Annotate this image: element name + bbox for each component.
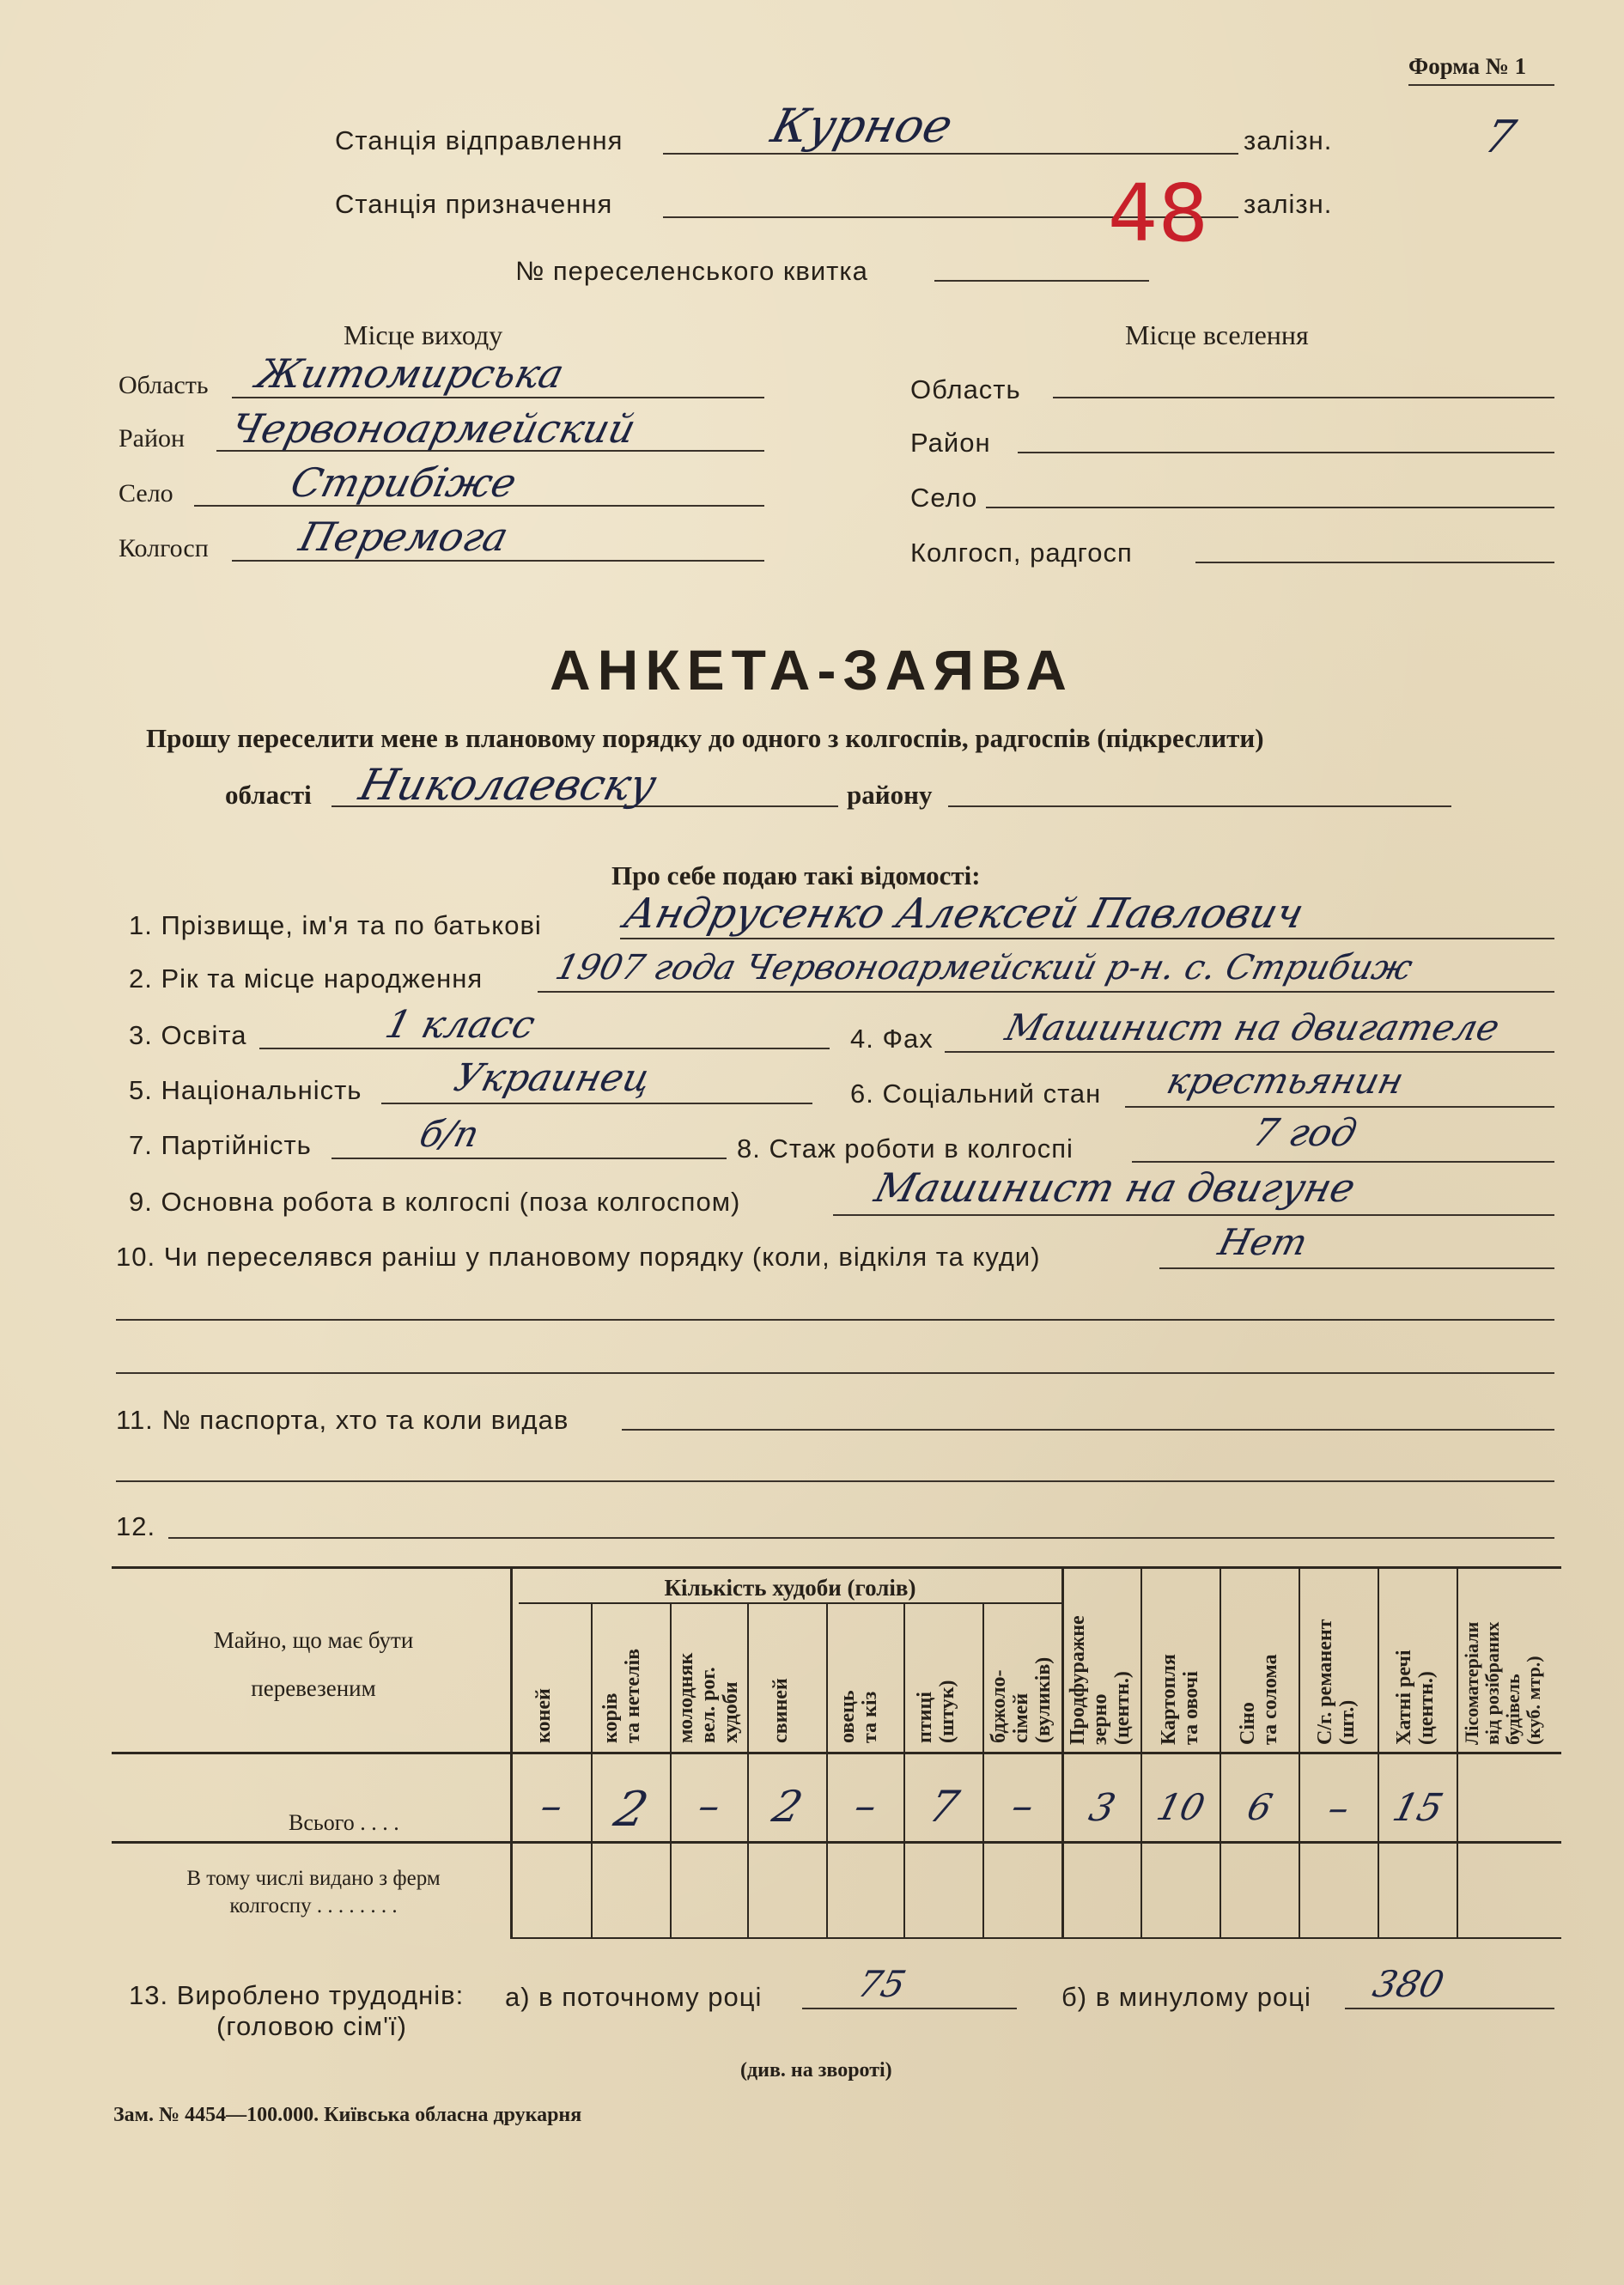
- col-header-pigs: свиней: [769, 1678, 792, 1743]
- col-header-cows: корів та нетелів: [599, 1648, 644, 1743]
- request-text: Прошу переселити мене в плановому порядку до одного з колгоспів, радгоспів (підкреслити): [146, 723, 1264, 753]
- col-line-8: [1140, 1566, 1142, 1939]
- origin-title: Місце виходу: [344, 319, 503, 350]
- origin-raion-label: Район: [119, 424, 186, 453]
- departure-station-value: Курное: [766, 99, 958, 153]
- field-12-line: [168, 1537, 1554, 1539]
- total-household: 15: [1388, 1786, 1448, 1830]
- field-4-line: [945, 1051, 1554, 1053]
- origin-kolhosp-label: Колгосп: [119, 534, 209, 562]
- col-line-12: [1457, 1566, 1458, 1939]
- destination-rail-label: залізн.: [1244, 189, 1333, 219]
- field-11-line-2: [116, 1480, 1554, 1482]
- field-3-line: [259, 1048, 830, 1049]
- destination-oblast-line: [1053, 397, 1554, 398]
- departure-station-line: [663, 153, 1238, 155]
- field-8-label: 8. Стаж роботи в колгоспі: [737, 1133, 1074, 1164]
- col-line-4: [826, 1602, 828, 1939]
- departure-station-label: Станція відправлення: [335, 125, 623, 155]
- col-line-5: [903, 1602, 905, 1939]
- field-8-line: [1132, 1161, 1554, 1163]
- field-2-value: 1907 года Червоноармейский р-н. с. Стрибиж: [551, 948, 1417, 988]
- col-header-sheep: овець та кіз: [836, 1690, 881, 1743]
- destination-selo-line: [986, 507, 1554, 508]
- col-header-grain: Продфуражне зерно (центн.): [1067, 1615, 1134, 1745]
- origin-oblast-value: Житомирська: [252, 350, 569, 397]
- request-raion-line: [948, 805, 1451, 807]
- field-10-line: [1159, 1267, 1554, 1269]
- origin-kolhosp-value: Перемога: [295, 514, 514, 560]
- col-header-household: Хатні речі (центн.): [1393, 1650, 1438, 1745]
- page-title: АНКЕТА-ЗАЯВА: [550, 638, 1074, 702]
- total-poultry: 7: [923, 1782, 964, 1832]
- table-left-header: Майно, що має бути перевезеним: [213, 1627, 414, 1701]
- destination-title: Місце вселення: [1125, 319, 1309, 350]
- field-1-value: Андрусенко Алексей Павлович: [619, 890, 1309, 938]
- origin-oblast-line: [232, 397, 764, 398]
- col-line-10: [1299, 1566, 1300, 1939]
- departure-rail-label: залізн.: [1244, 125, 1333, 155]
- total-potatoes: 10: [1153, 1786, 1209, 1828]
- destination-kolhosp-label: Колгосп, радгосп: [910, 538, 1133, 568]
- table-top-border: [112, 1566, 1561, 1569]
- current-year-line: [802, 2008, 1017, 2009]
- total-pigs: 2: [767, 1782, 808, 1832]
- field-3-label: 3. Освіта: [129, 1020, 247, 1050]
- col-line-3: [747, 1602, 749, 1939]
- destination-selo-label: Село: [910, 483, 978, 513]
- col-line-9: [1220, 1566, 1221, 1939]
- field-3-value: 1 класс: [380, 1003, 540, 1047]
- field-6-line: [1125, 1106, 1554, 1108]
- origin-kolhosp-line: [232, 560, 764, 562]
- field-5-label: 5. Національність: [129, 1075, 362, 1105]
- see-back-note: (див. на звороті): [740, 2059, 892, 2081]
- request-oblast-label: області: [225, 780, 312, 810]
- col-line-0: [510, 1566, 513, 1939]
- total-row-label: Всього . . . .: [289, 1810, 399, 1835]
- table-bottom-border: [511, 1937, 1561, 1939]
- form-number: Форма № 1: [1408, 53, 1527, 79]
- form-number-underline: [1408, 84, 1554, 86]
- workdays-label: 13. Вироблено трудоднів:: [129, 1980, 465, 2010]
- ticket-line: [934, 280, 1149, 282]
- field-5-value: Украинец: [449, 1056, 655, 1100]
- col-line-11: [1378, 1566, 1379, 1939]
- request-oblast-value: Николаевску: [354, 760, 662, 810]
- field-4-value: Машинист на двигателе: [1001, 1006, 1505, 1048]
- field-1-label: 1. Прізвище, ім'я та по батькові: [129, 910, 542, 940]
- field-7-label: 7. Партійність: [129, 1130, 312, 1160]
- request-raion-label: району: [847, 780, 933, 810]
- field-10-label: 10. Чи переселявся раніш у плановому порядку (коли, відкіля та куди): [116, 1242, 1041, 1272]
- col-header-young-cattle: молодняк вел. рог. худоби: [675, 1652, 742, 1743]
- origin-raion-value: Червоноармейский: [226, 405, 641, 452]
- farm-row-label: В тому числі видано з ферм колгоспу . . . . . . . .: [186, 1867, 441, 1917]
- field-6-value: крестьянин: [1162, 1060, 1408, 1102]
- field-4-label: 4. Фах: [850, 1024, 934, 1054]
- workdays-sub-label: (головою сім'ї): [216, 2011, 407, 2041]
- origin-selo-label: Село: [119, 479, 173, 507]
- destination-kolhosp-line: [1195, 562, 1554, 563]
- col-header-hay: Сіно та солома: [1237, 1654, 1281, 1745]
- col-line-2: [670, 1602, 672, 1939]
- total-bees: –: [1007, 1782, 1039, 1830]
- col-header-bees: бджоло- сімей (вуликів): [988, 1656, 1055, 1743]
- header-bottom-border: [112, 1752, 1561, 1754]
- destination-station-value: 48: [1108, 167, 1209, 259]
- field-11-line: [622, 1429, 1554, 1431]
- total-row-border: [112, 1841, 1561, 1844]
- field-1-line: [620, 938, 1554, 939]
- col-header-horses: коней: [532, 1688, 555, 1743]
- col-header-equipment: С/г. реманент (шт.): [1314, 1619, 1359, 1745]
- origin-selo-value: Стрибіже: [286, 459, 521, 506]
- col-header-potatoes: Картопля та овочі: [1158, 1654, 1202, 1745]
- col-header-timber: Лісоматеріали від розібраних будівель (куб. мтр.): [1461, 1621, 1544, 1745]
- field-9-label: 9. Основна робота в колгоспі (поза колгоспом): [129, 1187, 741, 1217]
- field-11-label: 11. № паспорта, хто та коли видав: [116, 1405, 569, 1435]
- total-equipment: –: [1323, 1784, 1355, 1831]
- previous-year-line: [1345, 2008, 1554, 2009]
- livestock-header-divider: [519, 1602, 1061, 1604]
- total-young-cattle: –: [693, 1782, 726, 1830]
- field-8-value: 7 год: [1248, 1111, 1361, 1155]
- total-grain: 3: [1085, 1786, 1120, 1830]
- col-header-poultry: птиці (штук): [914, 1680, 958, 1743]
- destination-station-label: Станція призначення: [335, 189, 613, 219]
- destination-oblast-label: Область: [910, 374, 1021, 404]
- field-2-line: [538, 991, 1554, 993]
- field-6-label: 6. Соціальний стан: [850, 1079, 1102, 1109]
- livestock-header: Кількість худоби (голів): [664, 1575, 916, 1601]
- current-year-value: 75: [853, 1963, 910, 2005]
- previous-year-label: б) в минулому році: [1061, 1982, 1311, 2012]
- current-year-label: а) в поточному році: [505, 1982, 763, 2012]
- field-9-line: [833, 1214, 1554, 1216]
- field-2-label: 2. Рік та місце народження: [129, 963, 484, 994]
- total-horses: –: [535, 1782, 569, 1830]
- field-10-value: Нет: [1213, 1221, 1312, 1263]
- col-line-6: [982, 1602, 984, 1939]
- origin-oblast-label: Область: [119, 371, 209, 399]
- field-10-line-3: [116, 1372, 1554, 1374]
- destination-raion-label: Район: [910, 428, 991, 458]
- field-5-line: [381, 1103, 812, 1104]
- col-line-7: [1061, 1566, 1064, 1939]
- field-9-value: Машинист на двигуне: [870, 1164, 1360, 1211]
- field-12-label: 12.: [116, 1511, 156, 1541]
- total-hay: 6: [1243, 1786, 1277, 1828]
- field-10-line-2: [116, 1319, 1554, 1321]
- previous-year-value: 380: [1368, 1963, 1449, 2005]
- about-title: Про себе подаю такі відомості:: [611, 860, 981, 890]
- corner-note: 7: [1479, 112, 1521, 163]
- col-line-1: [591, 1602, 593, 1939]
- total-sheep: –: [849, 1782, 882, 1830]
- destination-raion-line: [1018, 452, 1554, 453]
- field-7-line: [331, 1158, 727, 1159]
- printer-note: Зам. № 4454—100.000. Київська обласна друкарня: [113, 2104, 582, 2126]
- field-7-value: б/п: [415, 1113, 484, 1155]
- ticket-label: № переселенського квитка: [515, 256, 868, 286]
- total-cows: 2: [609, 1782, 654, 1838]
